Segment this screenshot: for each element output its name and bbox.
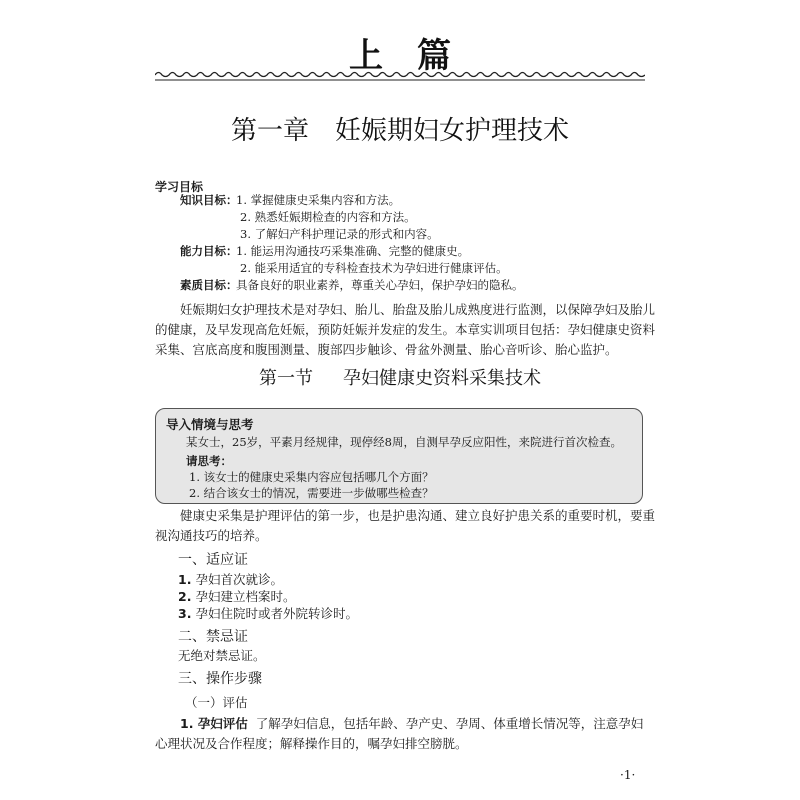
- assessment-label: 1. 孕妇评估: [180, 716, 248, 731]
- chapter-number: 第一章: [230, 116, 309, 146]
- case-question: 1. 该女士的健康史采集内容应包括哪几个方面？: [189, 470, 434, 484]
- part-title: 上篇: [349, 36, 485, 76]
- page-number: ·1·: [620, 768, 636, 782]
- chapter-title: [0, 110, 800, 147]
- indication-item: 1. 孕妇首次就诊。: [178, 572, 283, 587]
- indication-item: 3. 孕妇住院时或者外院转诊时。: [178, 606, 358, 621]
- case-question: 2. 结合该女士的情况，需要进一步做哪些检查？: [189, 486, 434, 500]
- case-scenario-box: [155, 408, 643, 504]
- ability-item: 2. 能采用适宜的专科检查技术为孕妇进行健康评估。: [240, 261, 508, 275]
- case-scenario: 某女士，25岁，平素月经规律，现停经8周，自测早孕反应阳性，来院进行首次检查。: [186, 435, 622, 449]
- quality-objective: [180, 277, 524, 294]
- assessment-text: 了解孕妇信息，包括年龄、孕产史、孕周、体重增长情况等，注意孕妇心理状况及合作程度；解释操作目的，嘱孕妇排空膀胱。: [155, 716, 644, 751]
- knowledge-item: 1. 掌握健康史采集内容和方法。: [236, 193, 401, 207]
- ability-objective: [180, 243, 469, 260]
- intro-paragraph: 妊娠期妇女护理技术是对孕妇、胎儿、胎盘及胎儿成熟度进行监测，以保障孕妇及胎儿的健康，及早发现高危妊娠，预防妊娠并发症的发生。本章实训项目包括：孕妇健康史资料采集、宫底高度和腹围测量、腹部四步触诊、骨盆外测量、胎心音听诊、胎心监护。: [155, 302, 656, 357]
- knowledge-item: 3. 了解妇产科护理记录的形式和内容。: [240, 227, 439, 241]
- steps-heading: 三、操作步骤: [178, 671, 262, 687]
- paragraph: 健康史采集是护理评估的第一步，也是护患沟通、建立良好护患关系的重要时机，要重视沟通技巧的培养。: [155, 508, 656, 543]
- quality-label: 素质目标：: [180, 278, 238, 292]
- indications-heading: 一、适应证: [178, 552, 248, 568]
- indication-item: 2. 孕妇建立档案时。: [178, 589, 296, 604]
- ability-item: 1. 能运用沟通技巧采集准确、完整的健康史。: [236, 244, 470, 258]
- section-name: 孕妇健康史资料采集技术: [343, 368, 541, 389]
- contraindications-heading: 二、禁忌证: [178, 629, 248, 645]
- wave-divider: [155, 68, 645, 82]
- assessment-heading: （一）评估: [185, 695, 248, 710]
- section-number: 第一节: [259, 368, 313, 389]
- contraindications-text: 无绝对禁忌证。: [178, 648, 266, 663]
- knowledge-objective: [180, 192, 400, 209]
- section-title: [0, 364, 800, 390]
- assessment-paragraph: [155, 714, 655, 754]
- objectives-heading: 学习目标: [155, 180, 204, 194]
- think-label: 请思考：: [186, 454, 232, 468]
- case-box-title: 导入情境与思考: [166, 417, 254, 432]
- ability-label: 能力目标：: [180, 244, 238, 258]
- knowledge-item: 2. 熟悉妊娠期检查的内容和方法。: [240, 210, 416, 224]
- quality-text: 具备良好的职业素养，尊重关心孕妇，保护孕妇的隐私。: [236, 278, 524, 292]
- chapter-name: 妊娠期妇女护理技术: [335, 116, 570, 146]
- knowledge-label: 知识目标：: [180, 193, 238, 207]
